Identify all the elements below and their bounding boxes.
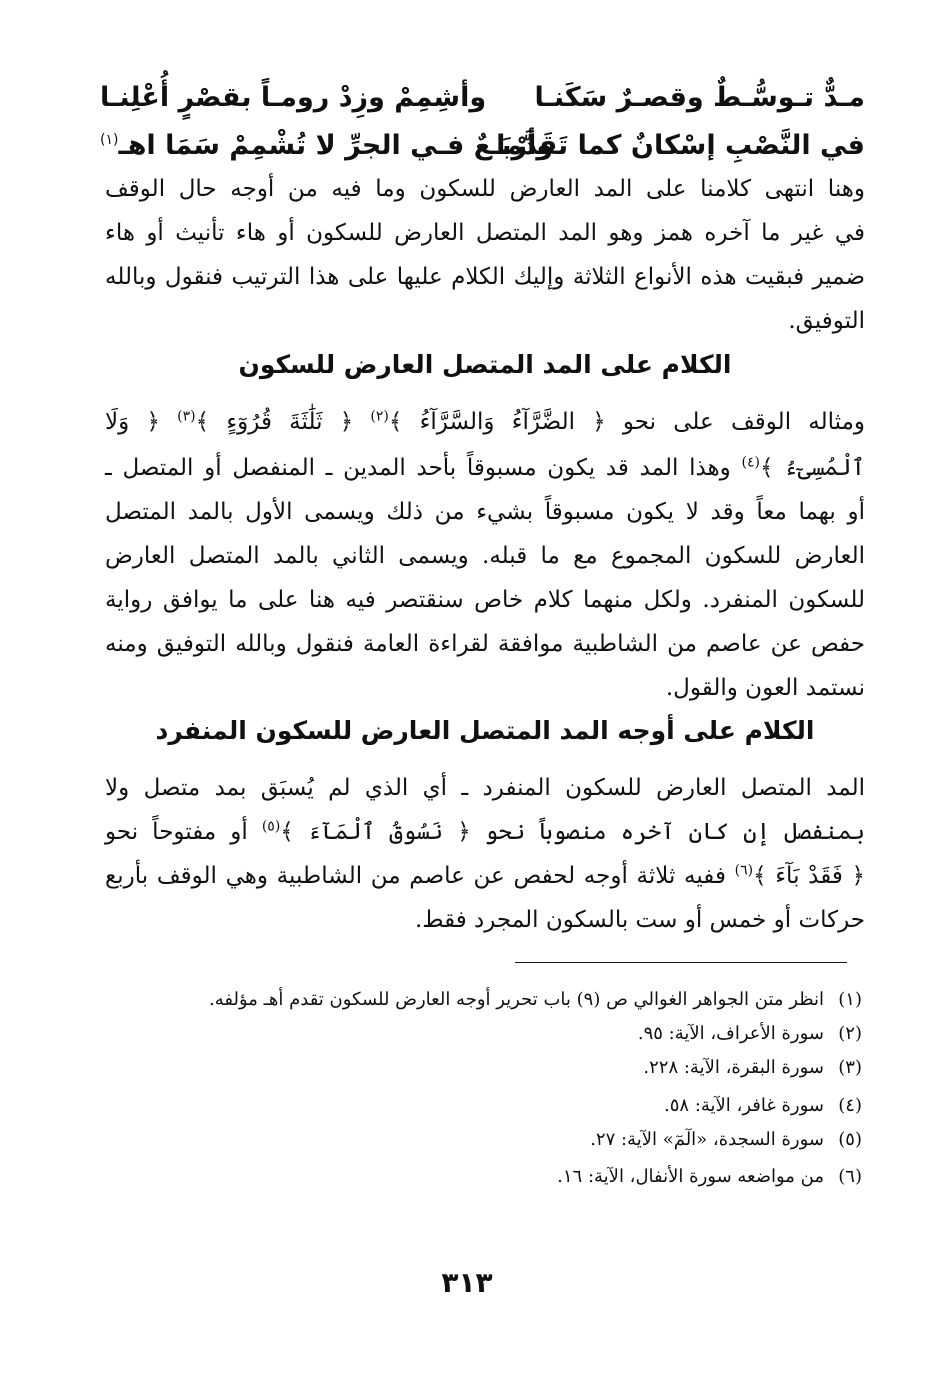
footnote-text: سورة البقرة، الآية: ٢٢٨. <box>643 1057 824 1078</box>
section-heading-1: الكلام على المد المتصل العارض للسكون <box>238 350 732 379</box>
intro-line-1: وهنا انتهى كلامنا على المد العارض للسكون وما فيه من أوجه حال الوقف <box>105 176 865 202</box>
footnote-text: سورة الأعراف، الآية: ٩٥. <box>637 1023 824 1044</box>
footnote-ref: (٤) <box>741 454 760 471</box>
section2-line-4: حركات أو خمس أو ست بالسكون المجرد فقط. <box>414 907 865 933</box>
page-number: ٣١٣ <box>441 1266 493 1299</box>
section-heading-2: الكلام على أوجه المد المتصل العارض للسكون المنفرد <box>155 716 815 745</box>
footnote-text: انظر متن الجواهر الغوالي ص (٩) باب تحرير أوجه العارض للسكون تقدم أهـ مؤلفه. <box>209 989 824 1010</box>
body-text: أو مفتوحاً نحو <box>105 819 248 845</box>
footnote-text: سورة غافر، الآية: ٥٨. <box>664 1095 824 1116</box>
verse-line-1 <box>100 78 865 118</box>
quran-quote: ٱلْمُسِىٓءُ ﴾ <box>759 455 865 481</box>
verse-hemistich-right: مـدٌّ تـوسُّـطٌ وقصـرٌ سَكَنـا <box>534 82 865 113</box>
verse-hemistich-right: في النَّصْبِ إسْكانٌ كما تَقَدَّما <box>496 130 865 161</box>
footnote-number: (٢) <box>838 1023 862 1044</box>
section2-line-1: المد المتصل العارض للسكون المنفرد ـ أي الذي لم يُسبَق بمد متصل ولا <box>105 775 865 801</box>
footnote-number: (٦) <box>838 1166 862 1187</box>
footnote-text: من مواضعه سورة الأنفال، الآية: ١٦. <box>557 1166 824 1187</box>
footnote-number: (١) <box>838 989 862 1010</box>
quran-quote: ﴿ وَلَا <box>105 409 160 435</box>
footnote-ref: (٦) <box>734 862 754 879</box>
body-text: ففيه ثلاثة أوجه لحفص عن عاصم من الشاطبية وهي الوقف بأربع <box>105 863 726 889</box>
footnote-3 <box>172 1051 862 1085</box>
footnote-divider <box>515 962 847 963</box>
quran-quote: ﴿ ثَلَٰثَةَ قُرُوٓءٍ ﴾ <box>195 409 354 435</box>
section1-line-6: حفص عن عاصم من الشاطبية موافقة لقراءة العامة فنقول وبالله التوفيق ومنه <box>105 631 865 657</box>
footnote-ref: (١) <box>100 132 119 148</box>
body-text: بمنفصل إن كان آخره منصوباً نحو <box>484 819 865 845</box>
footnote-ref: (٢) <box>370 408 389 425</box>
section1-line-5: للسكون المنفرد. ولكل منهما كلام خاص سنقتصر فيه هنا على ما يوافق رواية <box>105 587 865 613</box>
footnote-ref: (٣) <box>177 408 196 425</box>
intro-line-3: ضمير فبقيت هذه الأنواع الثلاثة وإليك الكلام عليها على هذا الترتيب فنقول وبالله <box>105 264 865 290</box>
verse-hemistich-left <box>100 126 553 166</box>
quran-quote: ﴿ فَقَدْ بَآءَ ﴾ <box>753 863 865 889</box>
section1-line-1 <box>105 400 865 444</box>
body-text: وهذا المد قد يكون مسبوقاً بأحد المدين ـ المنفصل أو المتصل ـ <box>105 455 731 481</box>
section1-line-2 <box>105 446 865 490</box>
section1-line-7: نستمد العون والقول. <box>665 675 865 701</box>
footnote-2 <box>172 1017 862 1051</box>
footnote-number: (٥) <box>838 1129 862 1150</box>
verse-line-2 <box>100 126 865 166</box>
quran-quote: ﴿ الضَّرَّآءُ وَالسَّرَّآءُ ﴾ <box>388 409 606 435</box>
verse-text: وأرْبَـعٌ فـي الجرِّ لا تُشْمِمْ سَمَا <box>165 130 554 161</box>
footnote-ref: (٥) <box>261 818 281 835</box>
section2-line-3 <box>105 854 865 898</box>
verse-note: اهـ <box>118 130 156 161</box>
verse-hemistich-left: وأشِمِمْ وزِدْ رومـاً بقصْرٍ أُعْلِنـا <box>100 82 487 113</box>
section2-line-2 <box>105 810 865 854</box>
quran-quote: ﴿ نَسُوقُ ٱلْمَآءَ ﴾ <box>280 819 471 845</box>
body-text: ومثاله الوقف على نحو <box>622 409 866 435</box>
footnote-6 <box>172 1160 862 1194</box>
footnote-number: (٣) <box>838 1057 862 1078</box>
section1-line-3: أو بهما معاً وقد لا يكون مسبوقاً بشيء من ذلك ويسمى الأول بالمد المتصل <box>105 499 865 525</box>
footnote-number: (٤) <box>838 1095 862 1116</box>
footnote-text: سورة السجدة، «الٓمٓ» الآية: ٢٧. <box>590 1129 824 1150</box>
intro-line-4: التوفيق. <box>788 308 865 334</box>
footnote-5 <box>172 1123 862 1157</box>
footnote-1 <box>172 983 862 1017</box>
section1-line-4: العارض للسكون المجموع مع ما قبله. ويسمى الثاني بالمد المتصل العارض <box>105 543 865 569</box>
intro-line-2: في غير ما آخره همز وهو المد المتصل العارض للسكون أو هاء تأنيث أو هاء <box>105 220 865 246</box>
footnote-4 <box>172 1089 862 1123</box>
